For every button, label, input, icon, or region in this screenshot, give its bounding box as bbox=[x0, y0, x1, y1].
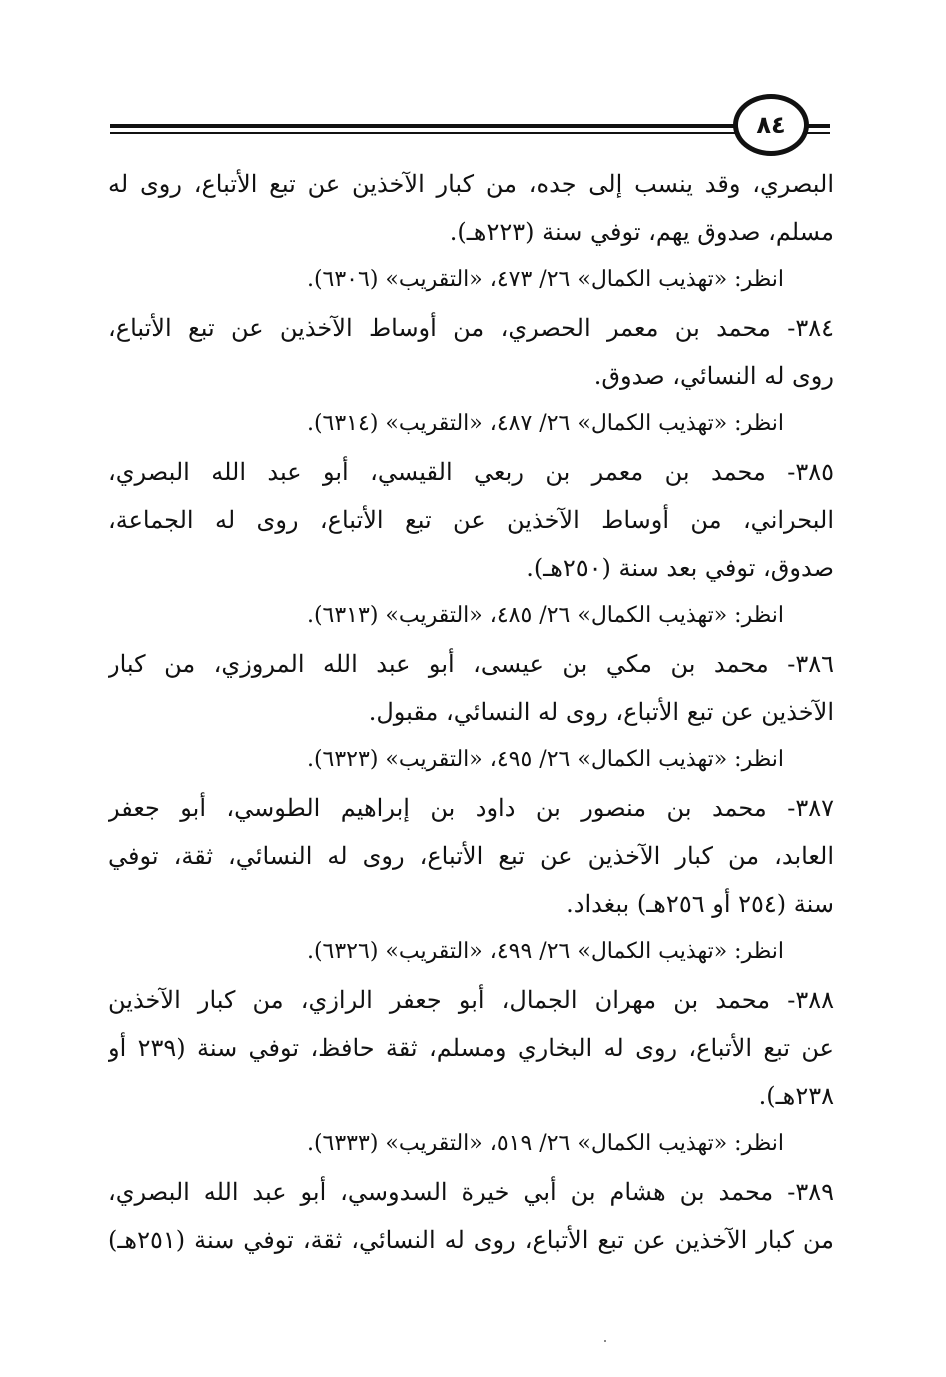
text-line: روى له النسائي، صدوق. bbox=[593, 362, 834, 390]
text-line: ٣٨٦- محمد بن مكي بن عيسى، أبو عبد الله المروزي، من كبار bbox=[108, 650, 834, 678]
text-line: ٣٨٥- محمد بن معمر بن ربعي القيسي، أبو عبد الله البصري، bbox=[108, 458, 834, 486]
reference-line: انظر: «تهذيب الكمال» ٢٦/ ٤٩٩، «التقريب» (٦٣٢٦). bbox=[306, 939, 784, 964]
text-line: الآخذين عن تبع الأتباع، روى له النسائي، مقبول. bbox=[368, 698, 834, 726]
text-line: العابد، من كبار الآخذين عن تبع الأتباع، روى له النسائي، ثقة، توفي bbox=[108, 842, 834, 870]
text-line: ٣٨٨- محمد بن مهران الجمال، أبو جعفر الرازي، من كبار الآخذين bbox=[108, 986, 834, 1014]
text-line: صدوق، توفي بعد سنة (٢٥٠هـ). bbox=[526, 554, 834, 582]
text-line: ٢٣٨هـ). bbox=[758, 1082, 834, 1110]
text-line: ٣٨٩- محمد بن هشام بن أبي خيرة السدوسي، أبو عبد الله البصري، bbox=[108, 1178, 834, 1206]
text-line: ٣٨٤- محمد بن معمر الحصري، من أوساط الآخذين عن تبع الأتباع، bbox=[108, 314, 834, 342]
reference-line: انظر: «تهذيب الكمال» ٢٦/ ٤٨٧، «التقريب» (٦٣١٤). bbox=[306, 411, 784, 436]
page-number-badge bbox=[733, 94, 809, 156]
scan-speck bbox=[604, 1340, 606, 1342]
page-number: ٨٤ bbox=[756, 111, 786, 139]
text-line: ٣٨٧- محمد بن منصور بن داود بن إبراهيم الطوسي، أبو جعفر bbox=[108, 794, 834, 822]
reference-line: انظر: «تهذيب الكمال» ٢٦/ ٤٧٣، «التقريب» (٦٣٠٦). bbox=[306, 267, 784, 292]
text-line: عن تبع الأتباع، روى له البخاري ومسلم، ثقة حافظ، توفي سنة (٢٣٩ أو bbox=[108, 1034, 834, 1062]
text-line: سنة (٢٥٤ أو ٢٥٦هـ) ببغداد. bbox=[566, 890, 834, 918]
reference-line: انظر: «تهذيب الكمال» ٢٦/ ٥١٩، «التقريب» (٦٣٣٣). bbox=[306, 1131, 784, 1156]
header-rule-thick bbox=[110, 124, 830, 128]
text-line: البصري، وقد ينسب إلى جده، من كبار الآخذين عن تبع الأتباع، روى له bbox=[108, 170, 834, 198]
text-line: مسلم، صدوق يهم، توفي سنة (٢٢٣هـ). bbox=[449, 218, 834, 246]
text-line: البحراني، من أوساط الآخذين عن تبع الأتباع، روى له الجماعة، bbox=[108, 506, 834, 534]
body-text bbox=[108, 160, 834, 1264]
header-rule-thin bbox=[110, 132, 830, 134]
reference-line: انظر: «تهذيب الكمال» ٢٦/ ٤٩٥، «التقريب» (٦٣٢٣). bbox=[306, 747, 784, 772]
text-line: من كبار الآخذين عن تبع الأتباع، روى له النسائي، ثقة، توفي سنة (٢٥١هـ) bbox=[108, 1226, 834, 1254]
reference-line: انظر: «تهذيب الكمال» ٢٦/ ٤٨٥، «التقريب» (٦٣١٣). bbox=[306, 603, 784, 628]
